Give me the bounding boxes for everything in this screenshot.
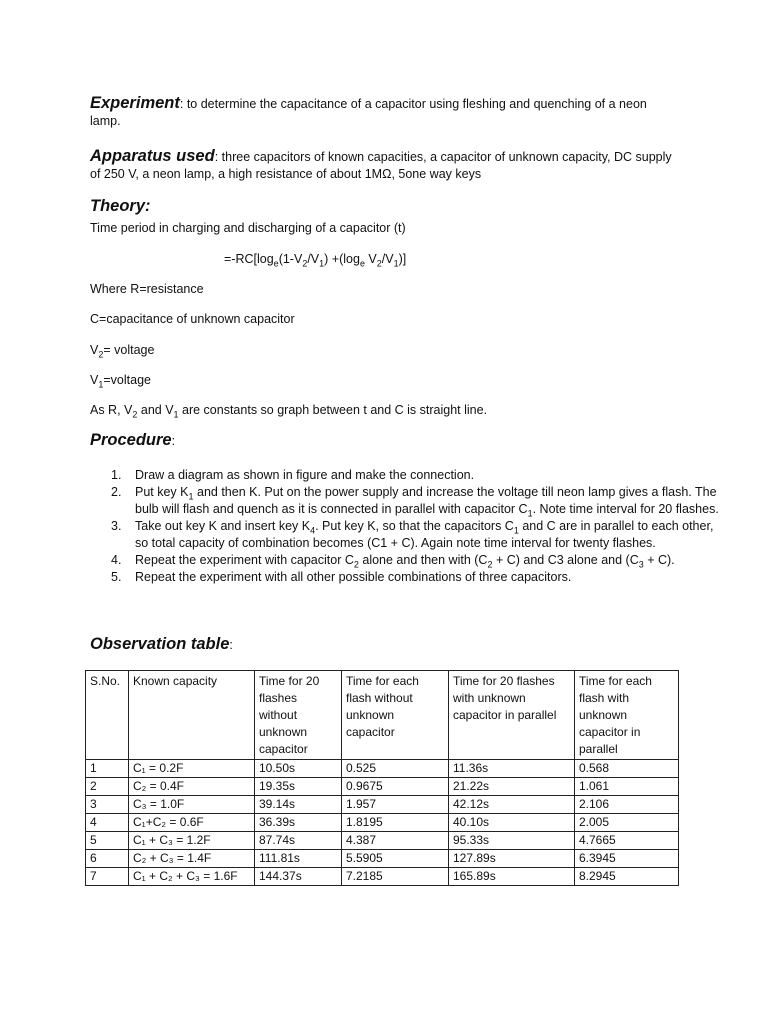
table-row [86,760,679,778]
cell-known-capacity: C₁+C₂ = 0.6F [129,814,255,832]
cell-time-each-with: 2.005 [575,814,679,832]
cell-time-each-without: 0.525 [342,760,449,778]
procedure-steps [90,467,725,586]
cell-time20-without: 19.35s [255,778,342,796]
cell-time20-without: 39.14s [255,796,342,814]
theory-c-definition: C=capacitance of unknown capacitor [90,312,295,326]
header-known-capacity: Known capacity [129,671,255,760]
cell-time20-without: 36.39s [255,814,342,832]
procedure-step: Take out key K and insert key $K_4$. Put key K, so that the capacitors $C_1$ and C are in parallel to each other, so total capacity of combination becomes (C1 + C). Again note time interval for twenty flashes. [135,519,714,550]
cell-time20-with: 127.89s [449,850,575,868]
cell-time-each-without: 0.9675 [342,778,449,796]
table-row [86,832,679,850]
cell-time20-with: 21.22s [449,778,575,796]
theory-where: Where R=resistance [90,282,204,296]
cell-time-each-with: 2.106 [575,796,679,814]
header-time20-with: Time for 20 flashes with unknown capacitor in parallel [449,671,575,760]
cell-known-capacity: C₁ + C₂ + C₃ = 1.6F [129,868,255,886]
procedure-step: Repeat the experiment with all other possible combinations of three capacitors. [135,570,572,584]
cell-time20-with: 95.33s [449,832,575,850]
cell-time20-without: 10.50s [255,760,342,778]
theory-formula: $=-RC[\log_e(1-V_2/V_1) +(\log_e$ $V_2/V_1$)] [224,252,407,269]
cell-sno: 2 [86,778,129,796]
cell-time-each-with: 4.7665 [575,832,679,850]
experiment-heading: Experiment [90,94,180,112]
cell-sno: 5 [86,832,129,850]
cell-time20-with: 11.36s [449,760,575,778]
table-row [86,796,679,814]
cell-time-each-without: 1.8195 [342,814,449,832]
theory-constants: As R, $V_2$ and $V_1$ are constants so graph between t and C is straight line. [90,403,488,420]
cell-known-capacity: C₁ + C₃ = 1.2F [129,832,255,850]
cell-time20-with: 42.12s [449,796,575,814]
theory-heading: Theory: [90,197,151,215]
header-time20-without: Time for 20 flashes without unknown capacitor [255,671,342,760]
cell-time-each-without: 7.2185 [342,868,449,886]
experiment-paragraph [90,95,680,130]
table-row [86,850,679,868]
header-sno: S.No. [86,671,129,760]
cell-known-capacity: C₃ = 1.0F [129,796,255,814]
table-row [86,778,679,796]
cell-time-each-with: 1.061 [575,778,679,796]
cell-known-capacity: C₁ = 0.2F [129,760,255,778]
cell-time20-with: 165.89s [449,868,575,886]
cell-time20-with: 40.10s [449,814,575,832]
table-row [86,814,679,832]
table-row [86,868,679,886]
cell-time20-without: 111.81s [255,850,342,868]
experiment-text: : to determine the capacitance of a capacitor using fleshing and quenching of a neon lamp. [90,97,647,128]
cell-time-each-with: 8.2945 [575,868,679,886]
apparatus-paragraph [90,148,680,183]
observation-table [85,670,679,886]
cell-time20-without: 144.37s [255,868,342,886]
apparatus-heading: Apparatus used [90,147,215,165]
apparatus-text: : three capacitors of known capacities, a capacitor of unknown capacity, DC supply of 250 V, a neon lamp, a high resistance of about 1MΩ, 5one way keys [90,150,672,181]
header-time-each-with: Time for each flash with unknown capacitor in parallel [575,671,679,760]
table-header-row [86,671,679,760]
cell-time-each-with: 0.568 [575,760,679,778]
observation-heading: Observation table: [90,635,233,653]
theory-line1: Time period in charging and discharging of a capacitor (t) [90,221,406,235]
cell-sno: 3 [86,796,129,814]
cell-time-each-without: 5.5905 [342,850,449,868]
cell-known-capacity: C₂ = 0.4F [129,778,255,796]
cell-time-each-without: 4.387 [342,832,449,850]
cell-time-each-without: 1.957 [342,796,449,814]
cell-sno: 4 [86,814,129,832]
procedure-heading: Procedure: [90,431,176,449]
theory-v1-definition: $V_1=voltage$ [90,373,151,390]
procedure-step: Repeat the experiment with capacitor $C_2$ alone and then with $(C_2 + C)$ and C3 alone and $(C_3 + C)$. [135,553,675,570]
cell-known-capacity: C₂ + C₃ = 1.4F [129,850,255,868]
procedure-step: Draw a diagram as shown in figure and make the connection. [135,468,475,482]
procedure-step: Put key $K_1$ and then K. Put on the power supply and increase the voltage till neon lamp gives a flash. The bulb will flash and quench as it is connected in parallel with capacitor $C_1$. Note time interval for 20 flashes. [135,485,719,519]
cell-sno: 1 [86,760,129,778]
header-time-each-without: Time for each flash without unknown capacitor [342,671,449,760]
cell-sno: 6 [86,850,129,868]
theory-v2-definition: $V_2=$ voltage [90,343,155,360]
cell-sno: 7 [86,868,129,886]
cell-time20-without: 87.74s [255,832,342,850]
cell-time-each-with: 6.3945 [575,850,679,868]
